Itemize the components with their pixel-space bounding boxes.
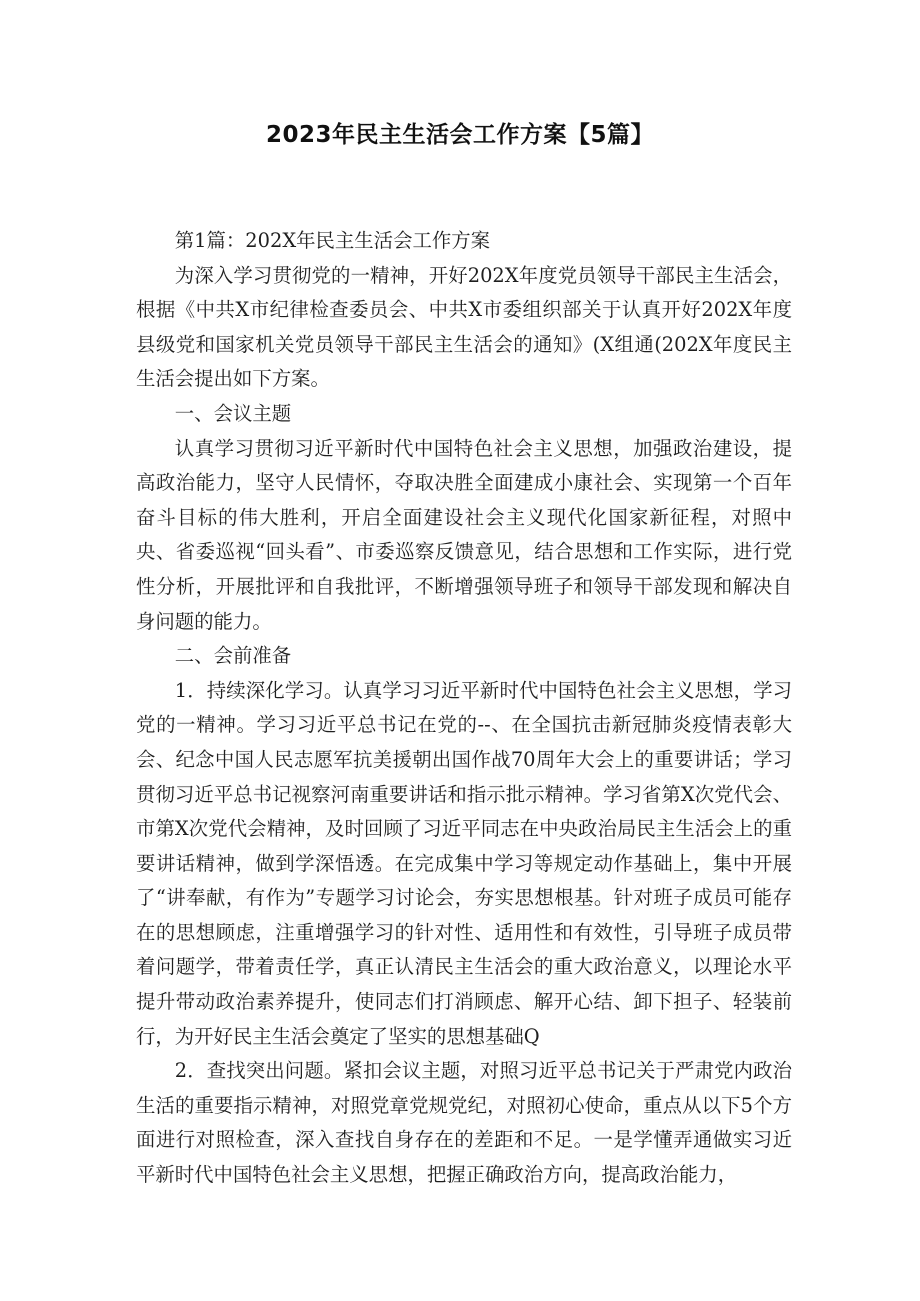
paragraph-section-heading: 第1篇：202X年民主生活会工作方案 <box>174 229 491 252</box>
paragraph-meeting-theme: 认真学习贯彻习近平新时代中国特色社会主义思想，加强政治建设，提高政治能力，坚守人民情怀，夺取决胜全面建成小康社会、实现第一个百年奋斗目标的伟大胜利，开启全面建设社会主义现代化国家新征程，对照中央、省委巡视“回头看”、市委巡察反馈意见，结合思想和工作实际，进行党性分析，开展批评和自我批评，不断增强领导班子和领导干部发现和解决自身问题的能力。 <box>136 436 792 633</box>
heading-preparation: 二、会前准备 <box>174 644 292 668</box>
document-body <box>136 224 792 1193</box>
document-title: 2023年民主生活会工作方案【5篇】 <box>265 122 655 148</box>
heading-meeting-theme: 一、会议主题 <box>174 401 292 425</box>
paragraph-intro: 为深入学习贯彻党的一精神，开好202X年度党员领导干部民主生活会，根据《中共X市纪律检查委员会、中共X市委组织部关于认真开好202X年度县级党和国家机关党员领导干部民主生活会的通知》(X组通(202X年度民主生活会提出如下方案。 <box>136 263 792 391</box>
paragraph-deepen-study: 1．持续深化学习。认真学习习近平新时代中国特色社会主义思想，学习党的一精神。学习习近平总书记在党的--、在全国抗击新冠肺炎疫情表彰大会、纪念中国人民志愿军抗美援朝出国作战70周年大会上的重要讲话；学习贯彻习近平总书记视察河南重要讲话和指示批示精神。学习省第X次党代会、市第X次党代会精神，及时回顾了习近平同志在中央政治局民主生活会上的重要讲话精神，做到学深悟透。在完成集中学习等规定动作基础上，集中开展了“讲奉献，有作为”专题学习讨论会，夯实思想根基。针对班子成员可能存在的思想顾虑，注重增强学习的针对性、适用性和有效性，引导班子成员带着问题学，带着责任学，真正认清民主生活会的重大政治意义，以理论水平提升带动政治素养提升，使同志们打消顾虑、解开心结、卸下担子、轻装前行，为开好民主生活会奠定了坚实的思想基础Q <box>136 678 792 1048</box>
paragraph-find-problems: 2．查找突出问题。紧扣会议主题，对照习近平总书记关于严肃党内政治生活的重要指示精神，对照党章党规党纪，对照初心使命，重点从以下5个方面进行对照检查，深入查找自身存在的差距和不足。一是学懂弄通做实习近平新时代中国特色社会主义思想，把握正确政治方向，提高政治能力， <box>136 1059 792 1187</box>
